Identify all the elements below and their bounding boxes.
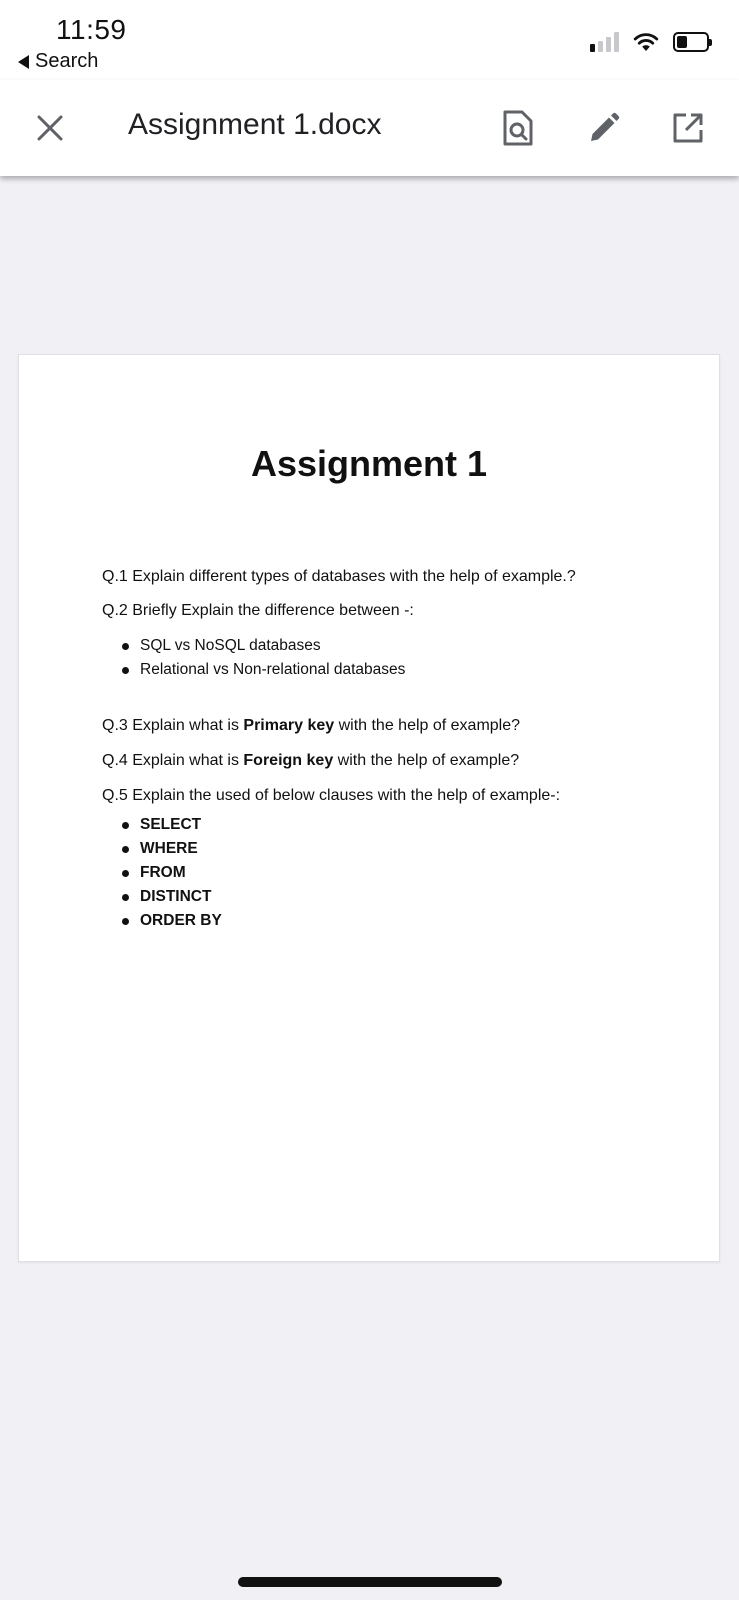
- back-arrow-icon: [18, 55, 29, 69]
- list-item: Relational vs Non-relational databases: [119, 658, 405, 682]
- back-label: Search: [35, 50, 99, 72]
- list-item: SELECT: [119, 813, 222, 837]
- battery-icon: [673, 32, 709, 52]
- question-4-text-end: with the help of example?: [333, 752, 520, 769]
- document-page: [18, 354, 720, 1262]
- question-4-bold: Foreign key: [243, 752, 334, 769]
- document-toolbar: [0, 80, 739, 176]
- open-in-app-button[interactable]: [666, 106, 710, 150]
- question-3-text-end: with the help of example?: [334, 717, 521, 734]
- back-to-search-button[interactable]: [18, 50, 98, 73]
- question-3: [102, 717, 520, 735]
- list-item: SQL vs NoSQL databases: [119, 634, 405, 658]
- question-5: Q.5 Explain the used of below clauses with the help of example-:: [102, 787, 561, 804]
- find-in-document-icon: [501, 109, 535, 147]
- status-bar: [0, 0, 739, 80]
- pencil-edit-icon: [587, 111, 621, 145]
- question-4: [102, 752, 519, 770]
- question-3-bold: Primary key: [243, 717, 335, 734]
- home-indicator[interactable]: [238, 1577, 502, 1587]
- document-heading: Assignment 1: [250, 443, 488, 484]
- find-in-document-button[interactable]: [496, 106, 540, 150]
- cellular-signal-icon: [590, 32, 619, 52]
- document-title: Assignment 1.docx: [128, 108, 382, 141]
- close-button[interactable]: [28, 106, 72, 150]
- question-5-list: [119, 813, 222, 933]
- close-icon: [35, 113, 65, 143]
- edit-button[interactable]: [582, 106, 626, 150]
- list-item: WHERE: [119, 837, 222, 861]
- open-in-new-icon: [671, 111, 705, 145]
- question-3-text: Q.3 Explain what is: [102, 717, 244, 734]
- list-item: DISTINCT: [119, 885, 222, 909]
- question-4-text: Q.4 Explain what is: [102, 752, 244, 769]
- list-item: FROM: [119, 861, 222, 885]
- question-2: Q.2 Briefly Explain the difference between -:: [102, 602, 414, 619]
- list-item: ORDER BY: [119, 909, 222, 933]
- question-1: Q.1 Explain different types of databases with the help of example.?: [102, 568, 576, 585]
- status-icons: [590, 32, 709, 52]
- wifi-icon: [633, 32, 659, 52]
- status-time: 11:59: [56, 14, 127, 45]
- question-2-list: [119, 634, 405, 682]
